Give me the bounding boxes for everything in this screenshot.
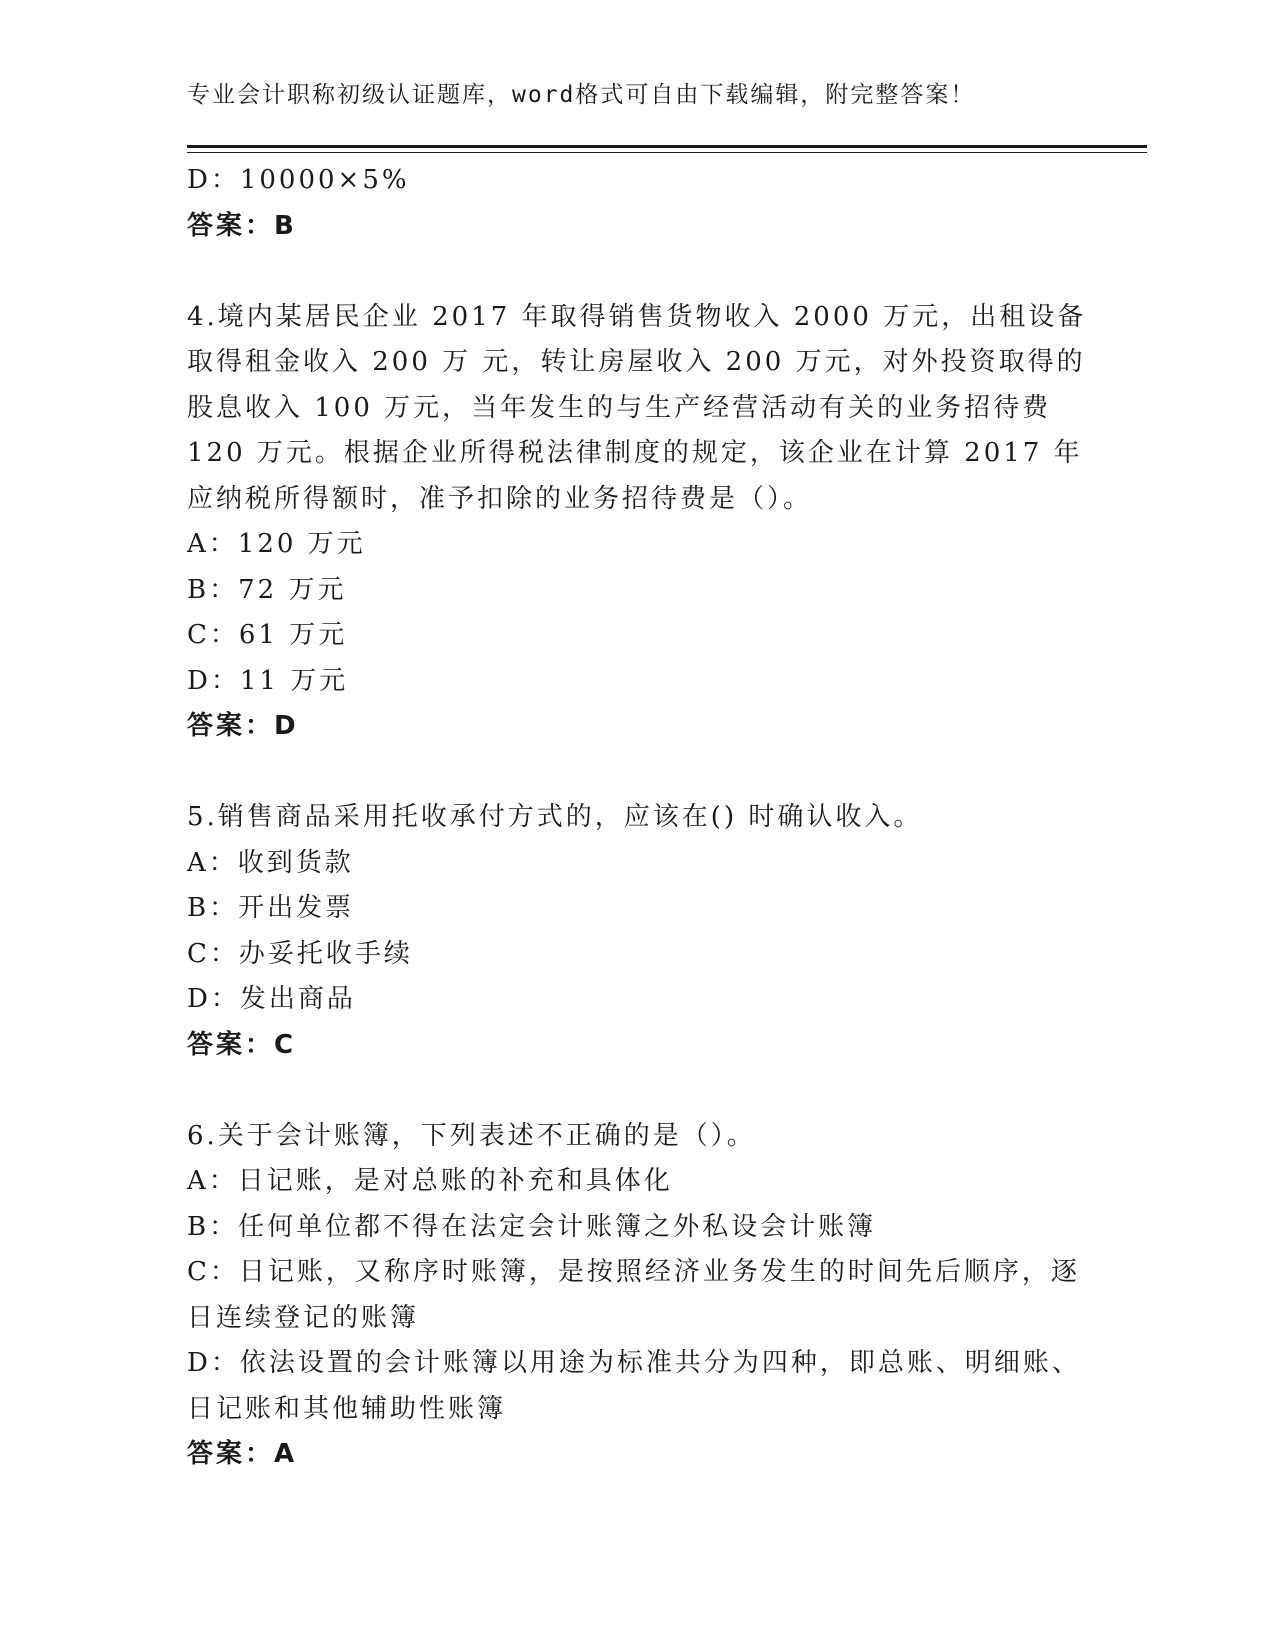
- question-6: [187, 1114, 1087, 1478]
- question-stem-line: 取得租金收入 200 万 元，转让房屋收入 200 万元，对外投资取得的: [187, 347, 1086, 377]
- option-b: B：任何单位都不得在法定会计账簿之外私设会计账簿: [187, 1211, 877, 1242]
- option-b: B：72 万元: [187, 574, 347, 605]
- option-c: C：日记账，又称序时账簿，是按照经济业务发生的时间先后顺序，逐: [187, 1257, 1080, 1287]
- option-c-continued: 日连续登记的账簿: [187, 1302, 420, 1333]
- question-stem-line: 6.关于会计账簿，下列表述不正确的是（）。: [187, 1120, 756, 1151]
- page-header: 专业会计职称初级认证题库，word格式可自由下载编辑，附完整答案！: [187, 82, 976, 108]
- spacer: [187, 249, 1087, 295]
- question-stem-line: 4.境内某居民企业 2017 年取得销售货物收入 2000 万元，出租设备: [187, 301, 1087, 332]
- prev-answer: 答案：B: [187, 210, 297, 241]
- question-stem-line: 股息收入 100 万元，当年发生的与生产经营活动有关的业务招待费: [187, 392, 1052, 423]
- question-stem-line: 5.销售商品采用托收承付方式的，应该在() 时确认收入。: [187, 802, 923, 832]
- header-rule-thick: [187, 145, 1147, 148]
- prev-option-d: D：10000×5%: [187, 165, 410, 195]
- option-c: C：办妥托收手续: [187, 938, 413, 969]
- question-content: [187, 158, 1087, 1478]
- option-d: D：11 万元: [187, 665, 349, 696]
- option-d-continued: 日记账和其他辅助性账簿: [187, 1393, 507, 1424]
- spacer: [187, 750, 1087, 796]
- option-d: D：依法设置的会计账簿以用途为标准共分为四种，即总账、明细账、: [187, 1348, 1081, 1378]
- option-b: B：开出发票: [187, 893, 355, 923]
- option-d: D：发出商品: [187, 984, 356, 1014]
- answer: 答案：A: [187, 1439, 298, 1469]
- question-stem-line: 应纳税所得额时，准予扣除的业务招待费是（）。: [187, 483, 813, 514]
- answer: 答案：C: [187, 1029, 297, 1060]
- header-rule-thin: [187, 152, 1147, 153]
- option-a: A：收到货款: [187, 847, 354, 878]
- option-c: C：61 万元: [187, 620, 348, 650]
- answer: 答案：D: [187, 711, 299, 741]
- option-a: A：120 万元: [187, 529, 366, 559]
- question-4: [187, 295, 1087, 750]
- question-stem-line: 120 万元。根据企业所得税法律制度的规定，该企业在计算 2017 年: [187, 438, 1083, 468]
- spacer: [187, 1068, 1087, 1114]
- option-a: A：日记账，是对总账的补充和具体化: [187, 1166, 673, 1196]
- question-5: [187, 795, 1087, 1068]
